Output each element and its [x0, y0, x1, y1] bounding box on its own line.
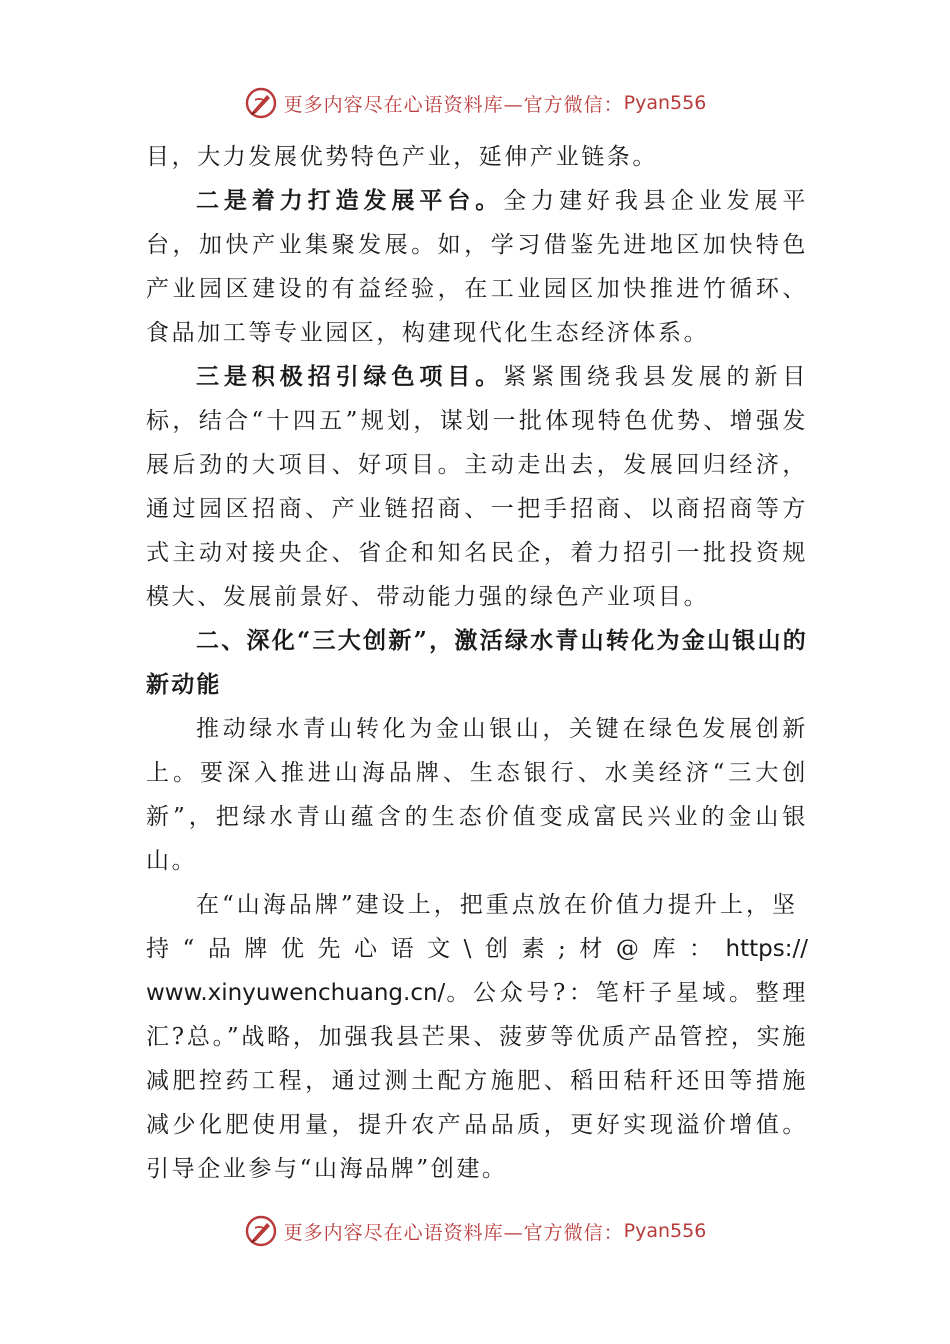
paragraph-4: 推动绿水青山转化为金山银山，关键在绿色发展创新上。要深入推进山海品牌、生态银行、水美经济“三大创新”，把绿水青山蕴含的生态价值变成富民兴业的金山银山。: [146, 716, 808, 874]
banner-wechat-id: Pyan556: [623, 92, 707, 114]
paragraph-5-line1: 在“山海品牌”建设上，把重点放在价值力提升上，: [196, 892, 772, 918]
paragraph-5: [146, 883, 808, 1191]
banner-text: 更多内容尽在心语资料库—官方微信：: [283, 1221, 624, 1244]
paragraph-3-lead: 三是积极招引绿色项目。: [196, 363, 504, 390]
paragraph-5-url-1: https://: [725, 936, 808, 962]
paragraph-1: [146, 135, 808, 179]
pen-logo-icon: [244, 1214, 278, 1248]
header-watermark-banner: [0, 83, 950, 123]
banner-text: 更多内容尽在心语资料库—官方微信：: [283, 93, 624, 116]
paragraph-2-lead: 二是着力打造发展平台。: [196, 187, 504, 214]
pen-logo-icon: [244, 86, 278, 120]
banner-wechat-id: Pyan556: [623, 1220, 707, 1242]
paragraph-5-spread: 坚持“品牌优先心语文\创素;材@库：: [146, 892, 808, 962]
section-heading: 二、深化“三大创新”，激活绿水青山转化为金山银山的新动能: [146, 627, 808, 698]
paragraph-2: [146, 179, 808, 355]
paragraph-1-text: 目，大力发展优势特色产业，延伸产业链条。: [146, 144, 658, 170]
footer-watermark-banner: [0, 1211, 950, 1251]
paragraph-5-url-2: www.xinyuwenchuang.cn/: [146, 980, 446, 1006]
paragraph-3-text: 紧紧围绕我县发展的新目标，结合“十四五”规划，谋划一批体现特色优势、增强发展后劲的大项目、好项目。主动走出去，发展回归经济，通过园区招商、产业链招商、一把手招商、以商招商等方式主动对接央企、省企和知名民企，着力招引一批投资规模大、发展前景好、带动能力强的绿色产业项目。: [146, 364, 808, 610]
paragraph-5-rest: 。公众号?：笔杆子星域。整理汇?总。”战略，加强我县芒果、菠萝等优质产品管控，实施减肥控药工程，通过测土配方施肥、稻田秸秆还田等措施减少化肥使用量，提升农产品品质，更好实现溢价增值。引导企业参与“山海品牌”创建。: [146, 980, 808, 1182]
paragraph-2-text: 全力建好我县企业发展平台，加快产业集聚发展。如，学习借鉴先进地区加快特色产业园区建设的有益经验，在工业园区加快推进竹循环、食品加工等专业园区，构建现代化生态经济体系。: [146, 188, 808, 346]
paragraph-3: [146, 355, 808, 619]
body-content: [146, 135, 808, 1191]
